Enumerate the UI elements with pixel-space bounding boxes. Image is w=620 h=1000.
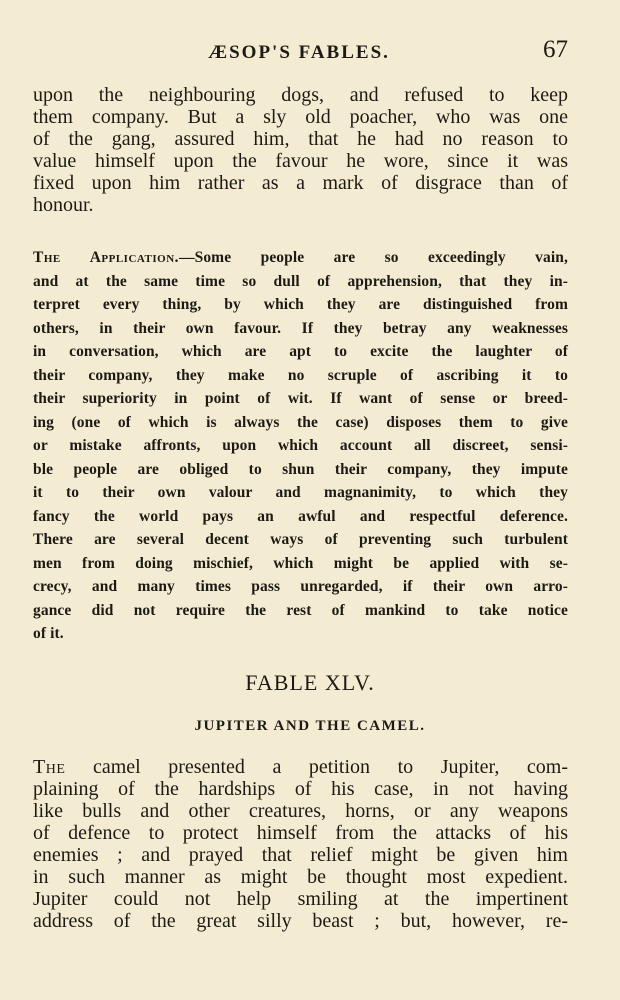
- running-header: [30, 36, 568, 68]
- text-line: fixed upon him rather as a mark of disgrace than of: [33, 172, 568, 194]
- text-line: it to their own valour and magnanimity, to which they: [33, 484, 568, 501]
- running-title: ÆSOP'S FABLES.: [208, 42, 390, 63]
- text-line: men from doing mischief, which might be applied with se-: [33, 554, 568, 572]
- text-line: ble people are obliged to shun their company, they impute: [33, 460, 568, 478]
- text-line: Jupiter could not help smiling at the impertinent: [33, 888, 568, 910]
- text-line: honour.: [33, 194, 94, 216]
- text-line: [33, 756, 568, 778]
- fable-subtitle: JUPITER AND THE CAMEL.: [194, 718, 426, 734]
- text-line: of the gang, assured him, that he had no reason to: [33, 128, 568, 150]
- fable-first-word: The: [33, 756, 66, 778]
- text-line: crecy, and many times pass unregarded, if their own arro-: [33, 578, 568, 595]
- text-line: like bulls and other creatures, horns, or any weapons: [33, 800, 568, 822]
- text-line: value himself upon the favour he wore, since it was: [33, 150, 568, 172]
- text-line: [33, 246, 568, 269]
- text-line: enemies ; and prayed that relief might be given him: [33, 844, 568, 866]
- text-line: plaining of the hardships of his case, in not having: [33, 778, 568, 800]
- fable-first-line: camel presented a petition to Jupiter, com-: [65, 756, 568, 778]
- application-first-line: —Some people are so exceedingly vain,: [179, 249, 568, 266]
- text-line: terpret every thing, by which they are distinguished from: [33, 296, 568, 313]
- text-line: in conversation, which are apt to excite the laughter of: [33, 343, 568, 360]
- text-line: their company, they make no scruple of ascribing it to: [33, 366, 568, 384]
- page-number: 67: [543, 36, 568, 63]
- text-line: and at the same time so dull of apprehension, that they in-: [33, 272, 568, 290]
- text-line: in such manner as might be thought most expedient.: [33, 866, 568, 888]
- text-line: There are several decent ways of preventing such turbulent: [33, 531, 568, 548]
- text-line: address of the great silly beast ; but, however, re-: [33, 910, 568, 932]
- text-line: upon the neighbouring dogs, and refused to keep: [33, 84, 568, 106]
- text-line: or mistake affronts, upon which account all discreet, sensi-: [33, 437, 568, 454]
- application-label: The Application.: [33, 249, 180, 266]
- text-line: their superiority in point of wit. If want of sense or breed-: [33, 390, 568, 407]
- text-line: of it.: [33, 625, 64, 642]
- text-line: fancy the world pays an awful and respectful deference.: [33, 507, 568, 525]
- text-line: ing (one of which is always the case) disposes them to give: [33, 413, 568, 431]
- fable-title: FABLE XLV.: [245, 670, 375, 695]
- text-line: of defence to protect himself from the attacks of his: [33, 822, 568, 844]
- text-line: others, in their own favour. If they betray any weaknesses: [33, 319, 568, 337]
- text-line: gance did not require the rest of mankind to take notice: [33, 601, 568, 619]
- text-line: them company. But a sly old poacher, who was one: [33, 106, 568, 128]
